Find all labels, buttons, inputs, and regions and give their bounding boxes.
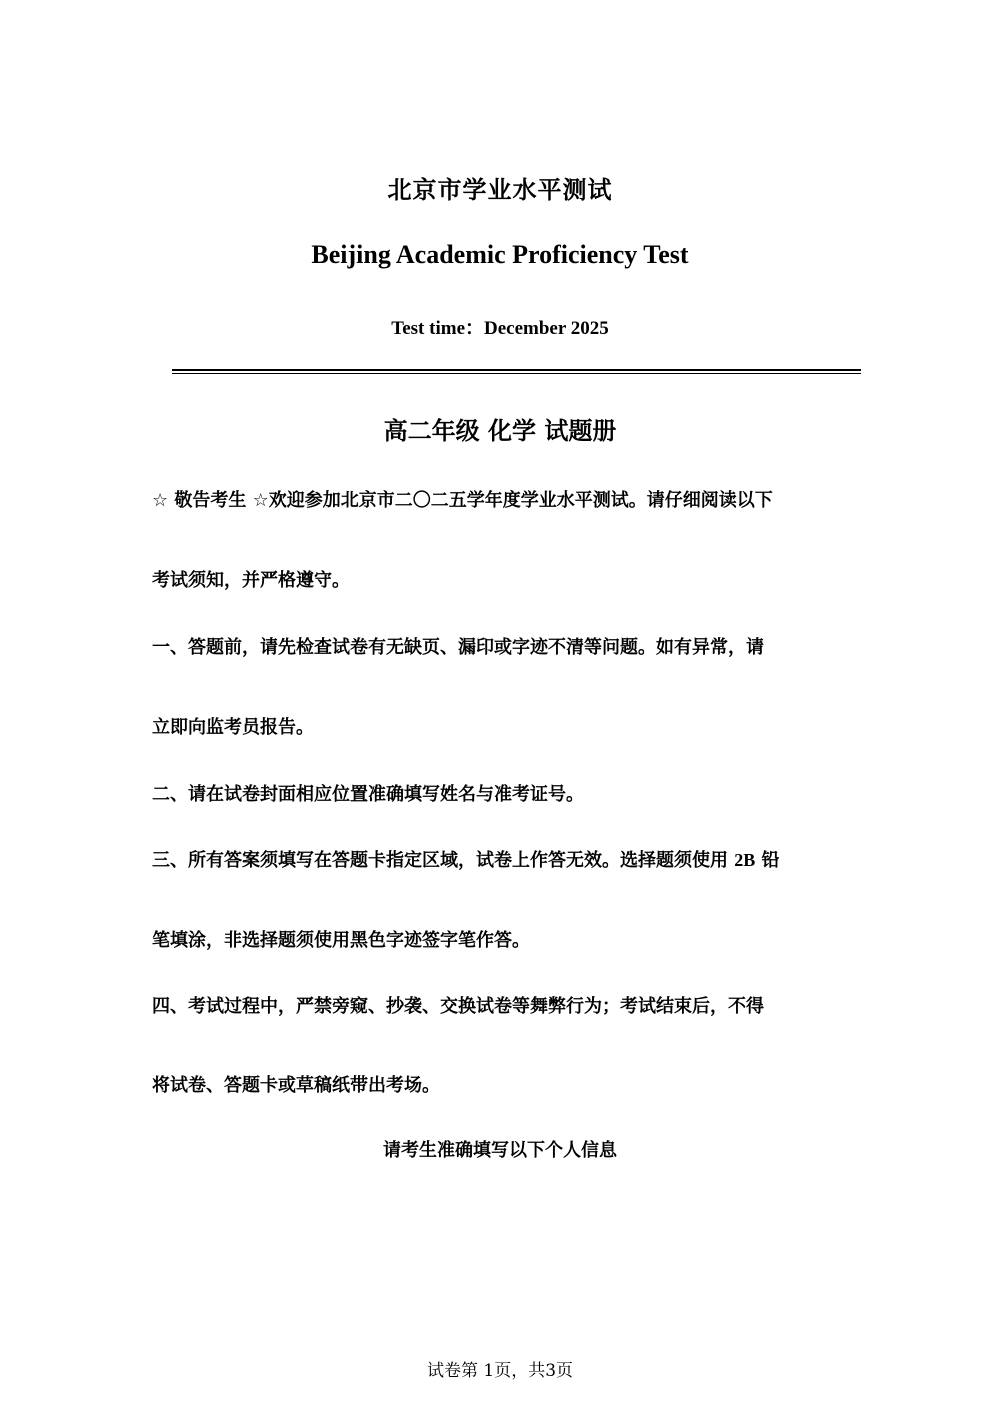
test-time	[0, 313, 1000, 340]
personal-info-heading: 请考生准确填写以下个人信息	[383, 1140, 617, 1161]
rule-4-line-2: 将试卷、答题卡或草稿纸带出考场。	[152, 1075, 440, 1096]
notice-intro-line-2: 考试须知，并严格遵守。	[152, 570, 350, 591]
rule-4-line-1: 四、考试过程中，严禁旁窥、抄袭、交换试卷等舞弊行为；考试结束后，不得	[152, 996, 764, 1017]
rule-3-line-2: 笔填涂，非选择题须使用黑色字迹签字笔作答。	[152, 930, 530, 951]
double-rule-divider	[172, 369, 861, 374]
test-time-label: Test time	[391, 318, 465, 339]
notice-intro-line-1: ☆ 敬告考生 ☆欢迎参加北京市二〇二五学年度学业水平测试。请仔细阅读以下	[152, 490, 773, 511]
test-time-separator: ：	[465, 317, 485, 339]
rule-3-pencil-grade: 2B	[734, 850, 756, 870]
page-number-footer: 试卷第 1页，共3页	[426, 1361, 574, 1381]
exam-title-english: Beijing Academic Proficiency Test	[311, 240, 689, 269]
rule-1-line-2: 立即向监考员报告。	[152, 717, 314, 738]
rule-3-text-a: 三、所有答案须填写在答题卡指定区域，试卷上作答无效。选择题须使用	[152, 850, 735, 871]
test-time-value: December 2025	[484, 318, 609, 339]
rule-3-line-1	[152, 846, 852, 872]
rule-3-text-c: 铅	[755, 850, 780, 871]
rule-2-line-1: 二、请在试卷封面相应位置准确填写姓名与准考证号。	[152, 784, 584, 805]
rule-1-line-1: 一、答题前，请先检查试卷有无缺页、漏印或字迹不清等问题。如有异常，请	[152, 637, 764, 658]
exam-title-chinese: 北京市学业水平测试	[387, 176, 613, 204]
subject-title: 高二年级 化学 试题册	[383, 417, 617, 445]
